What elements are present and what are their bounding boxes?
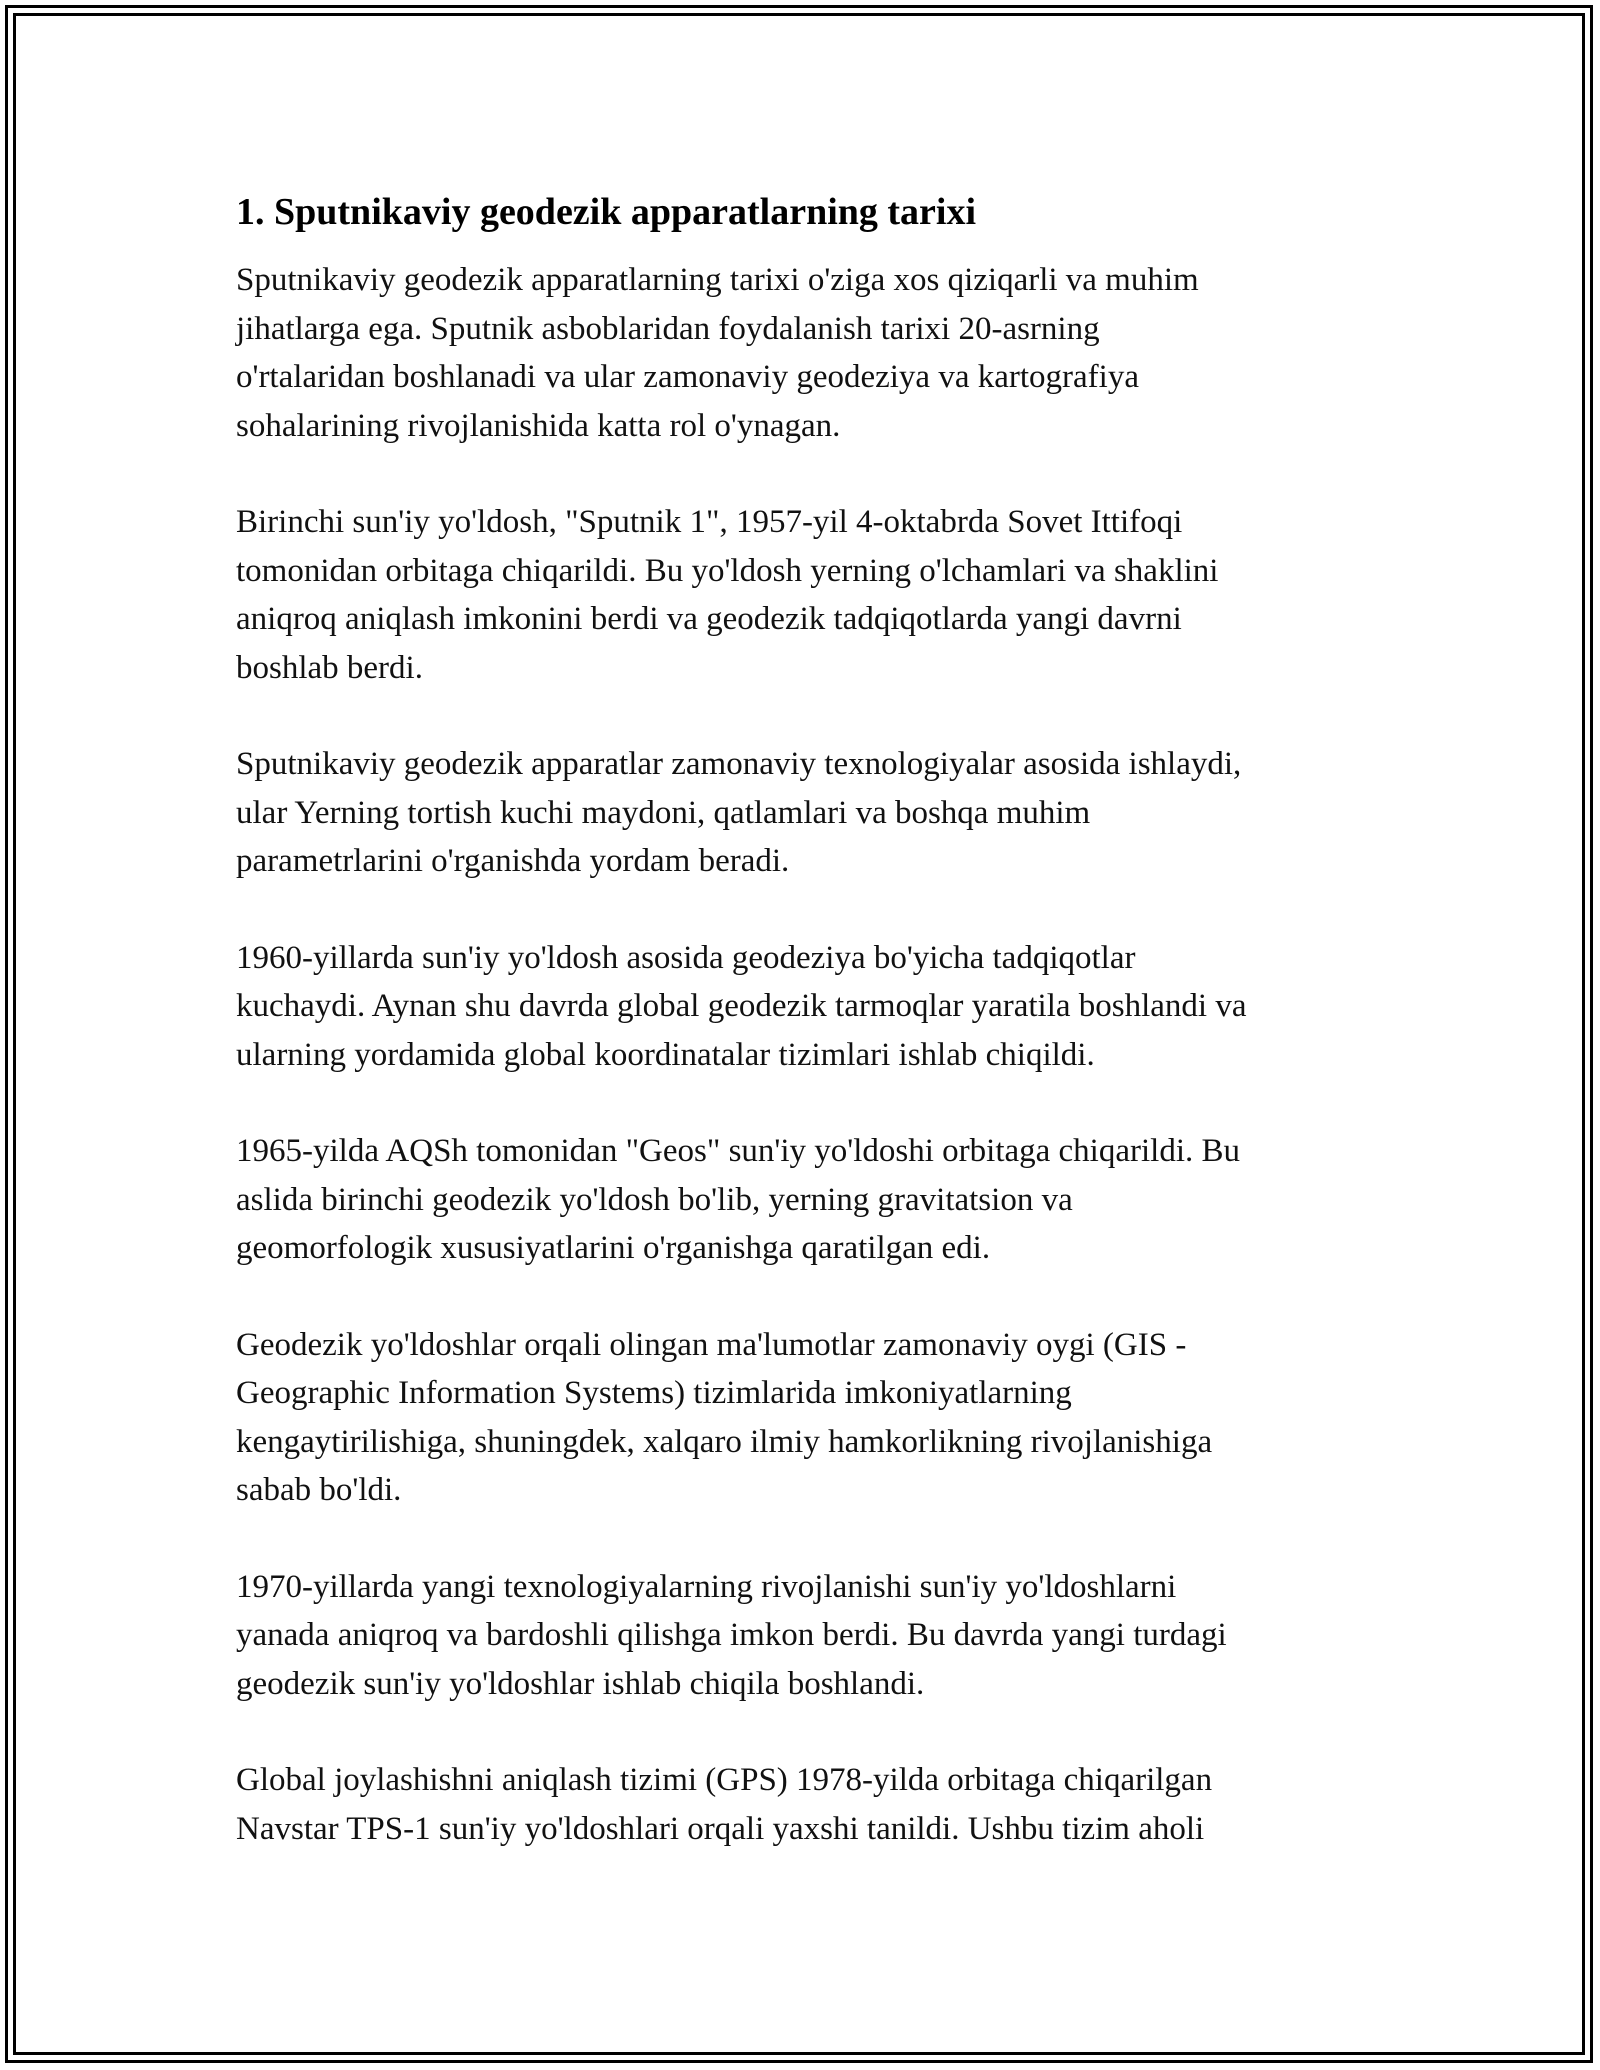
document-body [236, 188, 1376, 1901]
paragraph: Geodezik yo'ldoshlar orqali olingan ma'lumotlar zamonaviy oygi (GIS - Geographic Information Systems) tizimlarida imkoniyatlarning kengaytirilishiga, shuningdek, xalqaro ilmiy hamkorlikning rivojlanishiga sabab bo'ldi. [236, 1326, 1213, 1508]
paragraph: Sputnikaviy geodezik apparatlarning tarixi o'ziga xos qiziqarli va muhim jihatlarga ega. Sputnik asboblaridan foydalanish tarixi 20-asrning o'rtalaridan boshlanadi va ular zamonaviy geodeziya va kartografiya sohalarining rivojlanishida katta rol o'ynagan. [236, 262, 1199, 444]
section-heading: 1. Sputnikaviy geodezik apparatlarning tarixi [236, 191, 977, 233]
paragraph: Sputnikaviy geodezik apparatlar zamonaviy texnologiyalar asosida ishlaydi, ular Yerning tortish kuchi maydoni, qatlamlari va boshqa muhim parametrlarini o'rganishda yordam beradi. [236, 746, 1242, 879]
paragraph: 1965-yilda AQSh tomonidan "Geos" sun'iy yo'ldoshi orbitaga chiqarildi. Bu aslida birinchi geodezik yo'ldosh bo'lib, yerning gravitatsion va geomorfologik xususiyatlarini o'rganishga qaratilgan edi. [236, 1133, 1241, 1266]
paragraph: 1970-yillarda yangi texnologiyalarning rivojlanishi sun'iy yo'ldoshlarni yanada aniqroq va bardoshli qilishga imkon berdi. Bu davrda yangi turdagi geodezik sun'iy yo'ldoshlar ishlab chiqila boshlandi. [236, 1568, 1227, 1702]
paragraph: Birinchi sun'iy yo'ldosh, "Sputnik 1", 1957-yil 4-oktabrda Sovet Ittifoqi tomonidan orbitaga chiqarildi. Bu yo'ldosh yerning o'lchamlari va shaklini aniqroq aniqlash imkonini berdi va geodezik tadqiqotlarda yangi davrni boshlab berdi. [236, 504, 1219, 686]
paragraph: 1960-yillarda sun'iy yo'ldosh asosida geodeziya bo'yicha tadqiqotlar kuchaydi. Aynan shu davrda global geodezik tarmoqlar yaratila boshlandi va ularning yordamida global koordinatalar tizimlari ishlab chiqildi. [236, 939, 1247, 1073]
paragraph: Global joylashishni aniqlash tizimi (GPS) 1978-yilda orbitaga chiqarilgan Navstar TPS-1 sun'iy yo'ldoshlari orqali yaxshi tanildi. Ushbu tizim aholi [236, 1762, 1213, 1847]
